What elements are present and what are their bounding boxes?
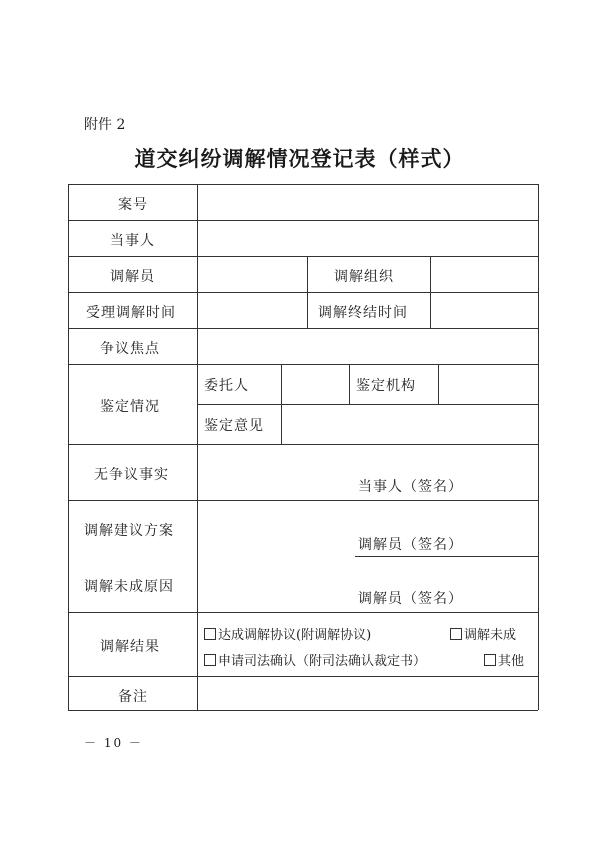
mediator-signature-label-1: 调解员（签名） [358, 537, 463, 553]
page-title: 道交纠纷调解情况登记表（样式） [134, 146, 465, 171]
case-number-label: 案号 [118, 197, 148, 213]
dispute-focus-label: 争议焦点 [100, 341, 160, 357]
end-time-label: 调解终结时间 [318, 305, 408, 321]
option-failed[interactable] [450, 624, 516, 643]
failure-reason-label: 调解未成原因 [84, 579, 174, 595]
accept-time-label: 受理调解时间 [86, 305, 176, 321]
entrust-label: 委托人 [204, 378, 249, 394]
remarks-label: 备注 [118, 689, 148, 705]
undisputed-facts-label: 无争议事实 [94, 467, 169, 483]
option-failed-label: 调解未成 [464, 628, 517, 643]
attachment-label: 附件 2 [84, 117, 126, 133]
result-label: 调解结果 [100, 639, 160, 655]
checkbox-icon[interactable] [204, 628, 216, 640]
party-label: 当事人 [110, 233, 155, 249]
mediator-signature-label-2: 调解员（签名） [358, 591, 463, 607]
option-agreement[interactable] [204, 624, 371, 643]
option-other[interactable] [484, 650, 524, 669]
checkbox-icon[interactable] [484, 654, 496, 666]
party-signature-label: 当事人（签名） [358, 479, 463, 495]
option-other-label: 其他 [498, 654, 525, 669]
appraisal-org-label: 鉴定机构 [356, 378, 416, 394]
proposal-label: 调解建议方案 [84, 523, 174, 539]
mediation-org-label: 调解组织 [334, 269, 394, 285]
checkbox-icon[interactable] [204, 654, 216, 666]
checkbox-icon[interactable] [450, 628, 462, 640]
option-judicial[interactable] [204, 650, 426, 669]
option-agreement-label: 达成调解协议(附调解协议) [218, 628, 372, 643]
appraisal-label: 鉴定情况 [100, 399, 160, 415]
page-number: － 10 － [84, 736, 143, 750]
appraisal-opinion-label: 鉴定意见 [204, 418, 264, 434]
option-judicial-label: 申请司法确认（附司法确认裁定书） [218, 654, 427, 669]
mediator-label: 调解员 [110, 269, 155, 285]
